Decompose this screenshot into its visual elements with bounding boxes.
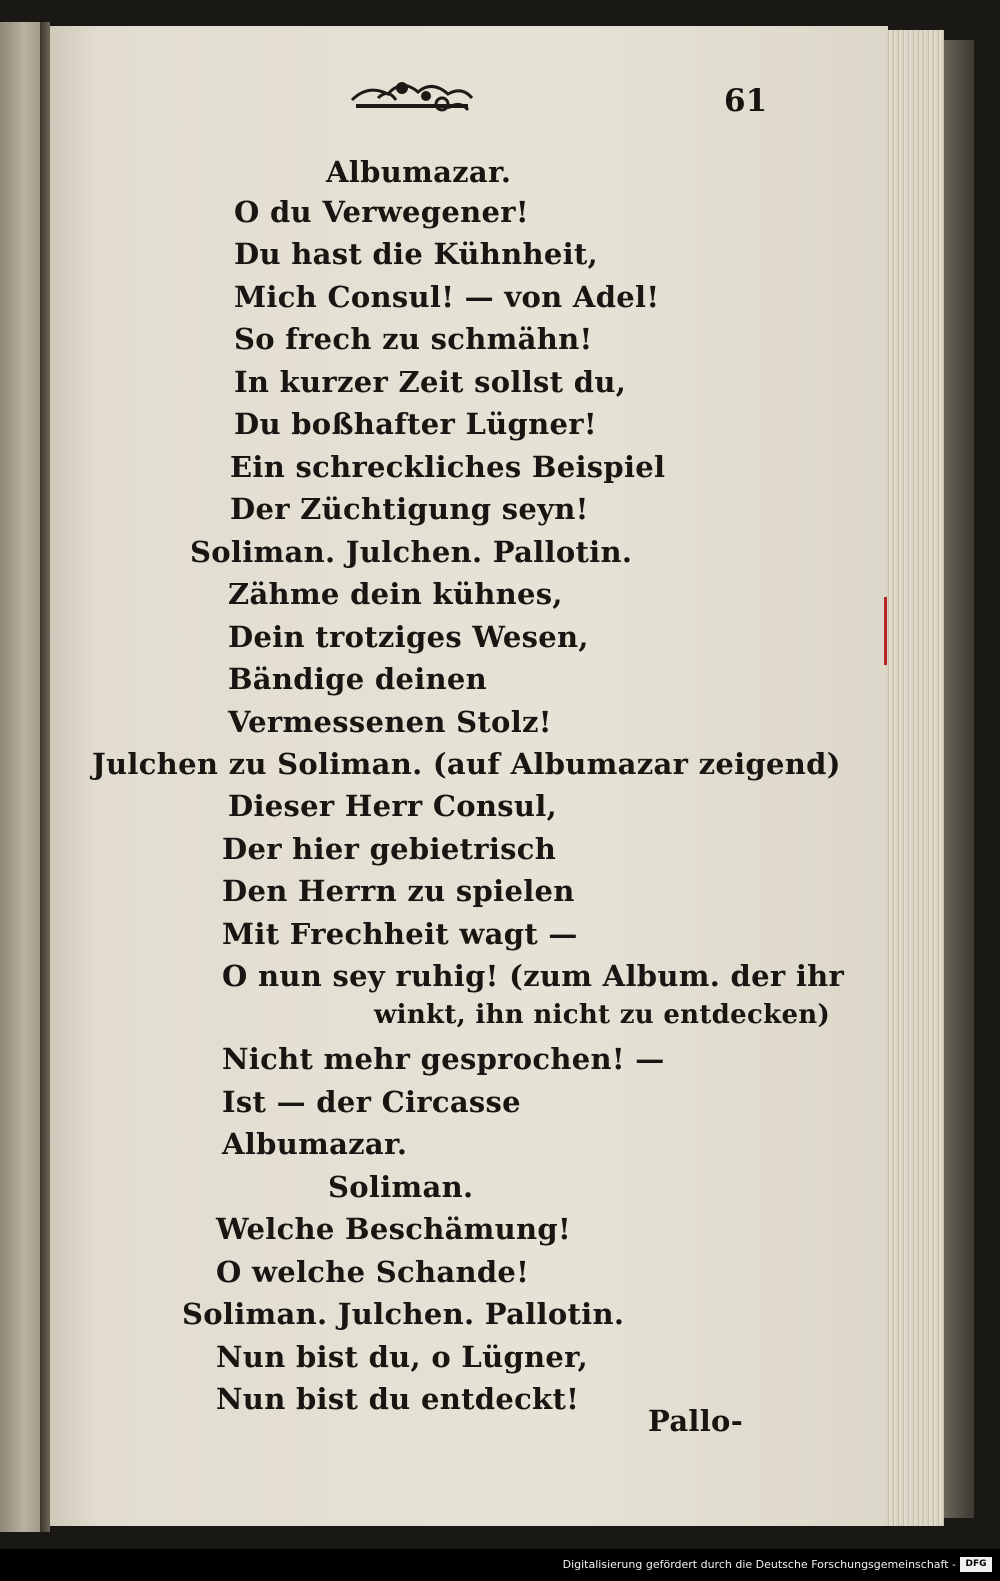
verse-line: Bändige deinen [228, 662, 488, 696]
speaker-heading: Soliman. [328, 1170, 474, 1204]
speaker-heading: Albumazar. [326, 155, 512, 189]
verse-line: Ist — der Circasse [222, 1085, 521, 1119]
speaker-heading: Julchen zu Soliman. (auf Albumazar zeigend) [92, 747, 841, 781]
stage-direction: winkt, ihn nicht zu entdecken) [374, 1000, 831, 1030]
verse-line: Nun bist du entdeckt! [216, 1382, 580, 1416]
verse-line: Ein schreckliches Beispiel [230, 450, 666, 484]
verse-line: Dieser Herr Consul, [228, 789, 558, 823]
catchword: Pallo- [648, 1404, 744, 1438]
verse-line: O welche Schande! [216, 1255, 530, 1289]
verse-line: Nun bist du, o Lügner, [216, 1340, 589, 1374]
book-cover-edge [944, 40, 974, 1518]
footer-bar [0, 1549, 1000, 1581]
verse-line: Mich Consul! — von Adel! [234, 280, 660, 314]
red-bookmark-ribbon [884, 597, 887, 665]
speaker-heading: Soliman. Julchen. Pallotin. [182, 1297, 625, 1331]
verse-line: Der hier gebietrisch [222, 832, 557, 866]
verse-line: Vermessenen Stolz! [228, 705, 552, 739]
speaker-heading: Soliman. Julchen. Pallotin. [190, 535, 633, 569]
verse-line: O nun sey ruhig! (zum Album. der ihr [222, 959, 845, 993]
verse-line: Den Herrn zu spielen [222, 874, 575, 908]
page-number: 61 [724, 83, 768, 119]
verse-line: O du Verwegener! [234, 195, 529, 229]
page-block-edges [886, 30, 944, 1526]
verse-line: Albumazar. [222, 1127, 408, 1161]
verse-line: In kurzer Zeit sollst du, [234, 365, 627, 399]
ornament-vignette-icon [348, 70, 476, 118]
dfg-logo: DFG [960, 1557, 992, 1572]
verse-line: Du hast die Kühnheit, [234, 237, 599, 271]
verse-line: Der Züchtigung seyn! [230, 492, 589, 526]
verse-line: Mit Frechheit wagt — [222, 917, 578, 951]
footer-credit: Digitalisierung gefördert durch die Deutsche Forschungsgemeinschaft - [562, 1558, 956, 1571]
verse-line: Du boßhafter Lügner! [234, 407, 597, 441]
facing-page-edge [0, 22, 40, 1532]
verse-line: Welche Beschämung! [216, 1212, 572, 1246]
verse-line: Zähme dein kühnes, [228, 577, 563, 611]
verse-line: So frech zu schmähn! [234, 322, 593, 356]
verse-line: Dein trotziges Wesen, [228, 620, 589, 654]
verse-line: Nicht mehr gesprochen! — [222, 1042, 665, 1076]
book-gutter [40, 22, 50, 1532]
